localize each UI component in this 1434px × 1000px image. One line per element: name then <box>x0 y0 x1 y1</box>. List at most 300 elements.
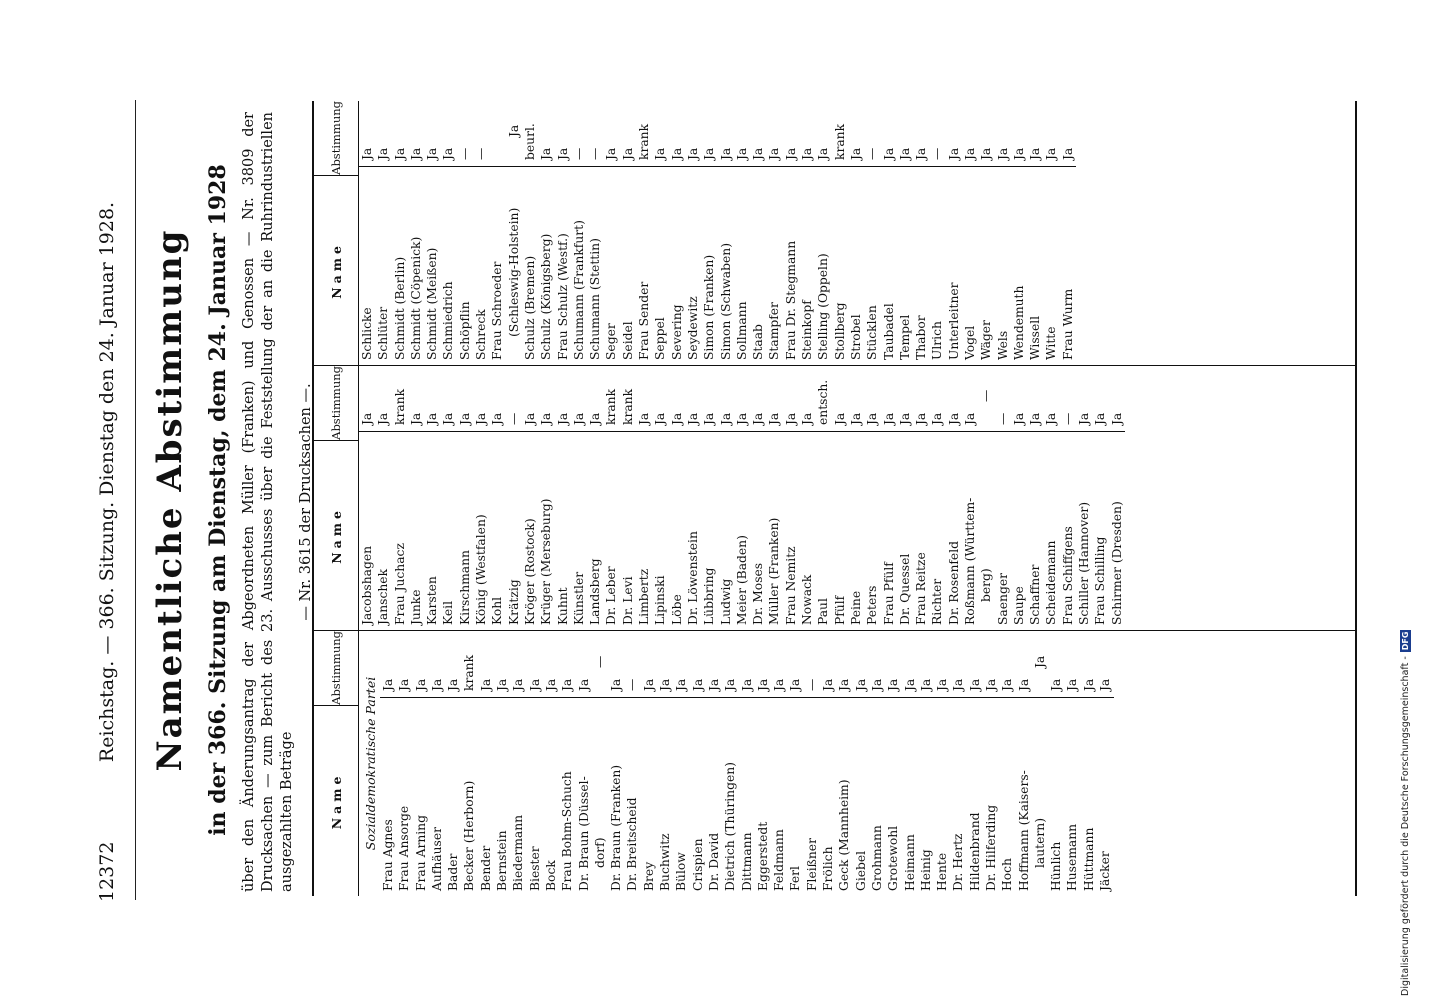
vote-value: Ja <box>734 412 749 425</box>
vote-value: Ja <box>918 678 933 691</box>
member-name: Grohmann <box>869 825 884 891</box>
table-row <box>934 631 950 896</box>
vote-value: Ja <box>1109 412 1124 425</box>
table-row <box>706 631 722 896</box>
rows <box>359 101 1076 365</box>
vote-value: Ja <box>1077 412 1092 425</box>
vote-column-1 <box>312 631 1357 896</box>
table-row <box>881 101 897 365</box>
member-name: Heinig <box>918 849 933 891</box>
member-name: Seydewitz <box>685 296 700 360</box>
vote-value: Ja <box>946 147 961 160</box>
member-name: Dr. Rosenfeld <box>946 540 961 625</box>
vote-value: Ja <box>653 412 668 425</box>
table-row <box>669 366 685 630</box>
member-name: Frölich <box>821 846 836 891</box>
page-title: Namentliche Abstimmung <box>150 228 190 772</box>
member-name: Schmidt (Meißen) <box>425 247 440 360</box>
member-name: Richter <box>930 578 945 625</box>
vote-value: Ja <box>576 678 591 691</box>
member-name: Giebel <box>853 850 868 891</box>
table-row <box>783 101 799 365</box>
vote-value: Ja <box>935 678 950 691</box>
table-row <box>592 631 608 896</box>
member-name: berg) <box>979 568 994 602</box>
table-row <box>864 101 880 365</box>
vote-column-3 <box>312 101 1357 366</box>
member-name: Janschek <box>376 568 391 625</box>
description-reference: — Nr. 3615 der Drucksachen —. <box>298 383 314 621</box>
member-name: Bader <box>446 853 461 891</box>
table-row <box>652 101 668 365</box>
running-title: Reichstag. — 366. Sitzung. Dienstag den 24. Januar 1928. <box>96 201 118 763</box>
vote-value: Ja <box>641 678 656 691</box>
vote-value: entsch. <box>816 379 831 425</box>
vote-value: Ja <box>832 412 847 425</box>
table-row <box>641 631 657 896</box>
member-name: Buchwitz <box>658 833 673 891</box>
vote-value: Ja <box>723 678 738 691</box>
member-name: Husemann <box>1065 823 1080 891</box>
member-name: Dr. Hertz <box>951 833 966 891</box>
table-row <box>538 366 554 630</box>
vote-value: Ja <box>914 147 929 160</box>
vote-value: — <box>1060 412 1075 425</box>
vote-value: Ja <box>1065 678 1080 691</box>
rows <box>359 366 1125 630</box>
vote-value: Ja <box>376 147 391 160</box>
table-row <box>722 631 738 896</box>
table-row <box>445 631 461 896</box>
member-name: Dr. Braun (Franken) <box>609 764 624 891</box>
vote-value: Ja <box>772 678 787 691</box>
table-row <box>608 631 624 896</box>
vote-value: Ja <box>962 412 977 425</box>
member-name: Schulz (Königsberg) <box>539 233 554 360</box>
vote-value: — <box>571 147 586 160</box>
vote-value: — <box>592 655 607 668</box>
table-row <box>848 101 864 365</box>
table-row <box>913 366 929 630</box>
member-name: Frau Agnes <box>381 819 395 891</box>
member-name: Dr. Hilferding <box>983 804 998 891</box>
table-row <box>869 631 885 896</box>
vote-value: Ja <box>527 678 542 691</box>
table-row <box>461 631 477 896</box>
member-name: Biedermann <box>511 814 526 891</box>
vote-value: Ja <box>1028 412 1043 425</box>
table-row <box>820 631 836 896</box>
table-row <box>375 366 391 630</box>
member-name: Becker (Herborn) <box>462 780 477 891</box>
table-row <box>522 101 538 365</box>
table-row <box>559 631 575 896</box>
member-name: Dr. David <box>706 832 721 891</box>
member-name: (Schleswig-Holstein) <box>506 207 521 337</box>
table-row <box>457 101 473 365</box>
column-divider <box>359 166 1076 167</box>
member-name: Witte <box>1044 326 1059 360</box>
table-row <box>408 101 424 365</box>
table-row <box>473 366 489 630</box>
vote-header: Abstimmung <box>314 101 358 176</box>
table-row <box>657 631 673 896</box>
member-name: Eggerstedt <box>755 821 770 891</box>
member-name: Crispien <box>690 838 705 891</box>
table-row <box>832 366 848 630</box>
vote-value: Ja <box>397 678 412 691</box>
table-row <box>853 631 869 896</box>
vote-value: Ja <box>1093 412 1108 425</box>
vote-value: krank <box>392 388 407 425</box>
vote-value: Ja <box>441 147 456 160</box>
vote-value: Ja <box>848 147 863 160</box>
table-row <box>555 366 571 630</box>
table-row <box>685 101 701 365</box>
vote-value: Ja <box>685 147 700 160</box>
vote-value: Ja <box>425 147 440 160</box>
vote-value: — <box>588 147 603 160</box>
vote-value: Ja <box>702 412 717 425</box>
table-row <box>929 366 945 630</box>
member-name: Lipinski <box>653 575 668 625</box>
table-row <box>1048 631 1064 896</box>
vote-value: Ja <box>962 147 977 160</box>
table-row <box>950 631 966 896</box>
member-name: Wissell <box>1028 315 1043 360</box>
member-name: Bülow <box>674 852 689 891</box>
column-header <box>314 101 359 365</box>
vote-value: krank <box>637 123 652 160</box>
member-name: Severing <box>669 304 684 360</box>
vote-value: Ja <box>609 678 624 691</box>
vote-value: beurl. <box>522 123 537 160</box>
table-row <box>685 366 701 630</box>
table-row <box>396 631 412 896</box>
table-row <box>885 631 901 896</box>
member-name: Schumann (Frankfurt) <box>571 220 586 360</box>
vote-value: Ja <box>783 147 798 160</box>
member-name: Schlüter <box>376 306 391 360</box>
vote-value: Ja <box>669 147 684 160</box>
table-row <box>918 631 934 896</box>
member-name: Saenger <box>995 573 1010 625</box>
table-row <box>571 101 587 365</box>
member-name: Stücklen <box>865 305 880 360</box>
table-row <box>848 366 864 630</box>
table-row <box>440 101 456 365</box>
member-name: Kröger (Rostock) <box>522 518 537 625</box>
member-name: Meier (Baden) <box>734 535 749 625</box>
table-row <box>734 101 750 365</box>
member-name: Ulrich <box>930 321 945 360</box>
vote-value: Ja <box>446 678 461 691</box>
vote-value: Ja <box>637 412 652 425</box>
member-name: Kirschmann <box>457 550 472 625</box>
vote-value: Ja <box>539 147 554 160</box>
table-row <box>494 631 510 896</box>
member-name: Schiller (Hannover) <box>1077 501 1092 625</box>
table-row <box>832 101 848 365</box>
vote-value: Ja <box>718 412 733 425</box>
member-name: Löbe <box>669 594 684 625</box>
member-name: Seppel <box>653 317 668 360</box>
member-name: Schulz (Bremen) <box>522 255 537 360</box>
vote-value: Ja <box>539 412 554 425</box>
vote-value: Ja <box>1044 147 1059 160</box>
vote-value: Ja <box>674 678 689 691</box>
name-header: Name <box>328 507 344 564</box>
vote-value: — <box>804 678 819 691</box>
vote-value: krank <box>462 654 477 691</box>
vote-value: Ja <box>751 412 766 425</box>
vote-value: Ja <box>983 678 998 691</box>
member-name: Tempel <box>897 314 912 360</box>
vote-value: Ja <box>1000 678 1015 691</box>
member-name: Stampfer <box>767 302 782 360</box>
member-name: Krätzig <box>506 579 521 625</box>
member-name: Frau Bohm-Schuch <box>560 771 575 891</box>
member-name: Biester <box>527 846 542 891</box>
member-name: Dr. Löwenstein <box>685 531 700 625</box>
vote-value: Ja <box>995 147 1010 160</box>
table-row <box>946 366 962 630</box>
vote-value: Ja <box>1032 655 1047 668</box>
table-row <box>967 631 983 896</box>
member-name: Dr. Levi <box>620 576 635 625</box>
table-row <box>946 101 962 365</box>
vote-value: Ja <box>408 412 423 425</box>
vote-value: Ja <box>653 147 668 160</box>
vote-value: Ja <box>755 678 770 691</box>
table-row <box>1064 631 1080 896</box>
vote-value: Ja <box>767 147 782 160</box>
table-row <box>1027 366 1043 630</box>
vote-value: Ja <box>881 412 896 425</box>
table-row <box>527 631 543 896</box>
member-name: Wels <box>995 330 1010 360</box>
header-rule <box>135 100 136 900</box>
column-divider <box>380 697 1114 698</box>
vote-value: Ja <box>1044 412 1059 425</box>
member-name: Dietrich (Thüringen) <box>723 762 738 891</box>
description <box>240 112 316 892</box>
vote-value: Ja <box>457 412 472 425</box>
table-row <box>478 631 494 896</box>
table-row <box>701 101 717 365</box>
vote-column-2 <box>312 366 1357 631</box>
vote-value: Ja <box>946 412 961 425</box>
table-row <box>787 631 803 896</box>
vote-value: Ja <box>869 678 884 691</box>
member-name: Wäger <box>979 320 994 360</box>
table-row <box>995 366 1011 630</box>
vote-table <box>312 101 1357 896</box>
table-row <box>392 366 408 630</box>
table-row <box>652 366 668 630</box>
vote-value: Ja <box>897 412 912 425</box>
vote-value: Ja <box>897 147 912 160</box>
page-number: 12372 <box>96 841 118 902</box>
vote-value: Ja <box>1016 678 1031 691</box>
member-name: Peine <box>848 590 863 625</box>
member-name: Roßmann (Württem- <box>962 497 977 625</box>
table-row <box>771 631 787 896</box>
table-row <box>624 631 640 896</box>
vote-value: Ja <box>848 412 863 425</box>
member-name: Frau Dr. Stegmann <box>783 240 798 360</box>
table-row <box>359 366 375 630</box>
member-name: Karsten <box>425 576 440 625</box>
vote-value: Ja <box>560 678 575 691</box>
member-name: Pfülf <box>832 595 847 625</box>
dfg-logo: DFG <box>1401 631 1410 651</box>
table-row <box>836 631 852 896</box>
table-row <box>380 631 396 896</box>
table-row <box>506 366 522 630</box>
member-name: Fleißner <box>804 838 819 891</box>
member-name: Schlicke <box>360 307 374 360</box>
vote-value: Ja <box>767 412 782 425</box>
vote-value: Ja <box>751 147 766 160</box>
member-name: Seidel <box>620 321 635 360</box>
member-name: Aufhäuser <box>429 827 444 891</box>
table-row <box>962 101 978 365</box>
vote-value: Ja <box>853 678 868 691</box>
member-name: Bender <box>478 845 493 891</box>
vote-value: Ja <box>511 678 526 691</box>
member-name: Schirmer (Dresden) <box>1109 501 1124 625</box>
table-row <box>636 366 652 630</box>
vote-value: Ja <box>1028 147 1043 160</box>
table-row <box>424 101 440 365</box>
vote-value: Ja <box>360 147 374 160</box>
table-row <box>587 101 603 365</box>
member-name: Ludwig <box>718 578 733 625</box>
member-name: Saupe <box>1011 586 1026 625</box>
table-row <box>766 366 782 630</box>
member-name: Kuhnt <box>555 587 570 625</box>
column-header <box>314 366 359 630</box>
table-row <box>1011 366 1027 630</box>
member-name: Kohl <box>490 596 505 625</box>
vote-value: Ja <box>408 147 423 160</box>
member-name: Schöpflin <box>457 301 472 360</box>
member-name: Hente <box>935 852 950 891</box>
vote-value: — <box>979 389 994 402</box>
vote-value: Ja <box>816 147 831 160</box>
table-row <box>392 101 408 365</box>
member-name: Schaffner <box>1028 564 1043 625</box>
credit-text: Digitalisierung gefördert durch die Deutsche Forschungsgemeinschaft - <box>1400 656 1411 996</box>
table-row <box>929 101 945 365</box>
vote-value: — <box>865 147 880 160</box>
table-row <box>766 101 782 365</box>
vote-value: Ja <box>739 678 754 691</box>
table-row <box>489 101 505 365</box>
member-name: Lübbring <box>702 567 717 625</box>
table-row <box>1092 366 1108 630</box>
member-name: Paul <box>816 598 831 625</box>
vote-value: Ja <box>881 147 896 160</box>
member-name: Staab <box>751 324 766 360</box>
member-name: Künstler <box>571 571 586 625</box>
table-row <box>750 366 766 630</box>
vote-value: Ja <box>788 678 803 691</box>
member-name: Scheidemann <box>1044 540 1059 625</box>
table-row <box>902 631 918 896</box>
member-name: Sollmann <box>734 301 749 360</box>
table-row <box>690 631 706 896</box>
table-row <box>359 101 375 365</box>
member-name: Brey <box>641 861 656 891</box>
member-name: Frau Juchacz <box>392 543 407 625</box>
table-row <box>1016 631 1032 896</box>
table-row <box>1011 101 1027 365</box>
vote-value: Ja <box>685 412 700 425</box>
table-row <box>489 366 505 630</box>
table-row <box>718 101 734 365</box>
table-row <box>1076 366 1092 630</box>
table-row <box>669 101 685 365</box>
member-name: Steinkopf <box>800 300 815 360</box>
member-name: Jäcker <box>1098 851 1113 891</box>
vote-value: Ja <box>392 147 407 160</box>
vote-value: Ja <box>1081 678 1096 691</box>
vote-value: krank <box>604 388 619 425</box>
vote-value: Ja <box>902 678 917 691</box>
member-name: Schmidt (Cöpenick) <box>408 236 423 360</box>
vote-value: krank <box>832 123 847 160</box>
member-name: Frau Reitze <box>914 552 929 625</box>
vote-value: Ja <box>690 678 705 691</box>
table-row <box>978 101 994 365</box>
table-row <box>571 366 587 630</box>
vote-value: Ja <box>951 678 966 691</box>
table-row <box>1027 101 1043 365</box>
table-row <box>1060 366 1076 630</box>
vote-value: Ja <box>429 678 444 691</box>
vote-value: Ja <box>506 124 521 137</box>
vote-value: Ja <box>669 412 684 425</box>
member-name: Limbertz <box>637 568 652 625</box>
member-name: Müller (Franken) <box>767 517 782 625</box>
vote-value: Ja <box>718 147 733 160</box>
member-name: Strobel <box>848 314 863 360</box>
table-row <box>1097 631 1113 896</box>
table-row <box>881 366 897 630</box>
member-name: Frau Schroeder <box>490 261 505 360</box>
column-divider <box>359 431 1125 432</box>
vote-value: Ja <box>571 412 586 425</box>
vote-value: Ja <box>706 678 721 691</box>
member-name: lautern) <box>1032 818 1047 868</box>
column-header <box>314 631 359 896</box>
member-name: Frau Nemitz <box>783 546 798 625</box>
vote-value: Ja <box>865 412 880 425</box>
table-row <box>913 101 929 365</box>
table-row <box>576 631 592 896</box>
vote-value: Ja <box>376 412 391 425</box>
table-row <box>978 366 994 630</box>
member-name: Frau Arning <box>413 815 428 891</box>
member-name: Simon (Schwaben) <box>718 242 733 360</box>
vote-value: Ja <box>967 678 982 691</box>
member-name: Dr. Moses <box>751 562 766 625</box>
vote-value: Ja <box>604 147 619 160</box>
member-name: Simon (Franken) <box>702 254 717 360</box>
member-name: Hoffmann (Kaisers- <box>1016 770 1031 891</box>
